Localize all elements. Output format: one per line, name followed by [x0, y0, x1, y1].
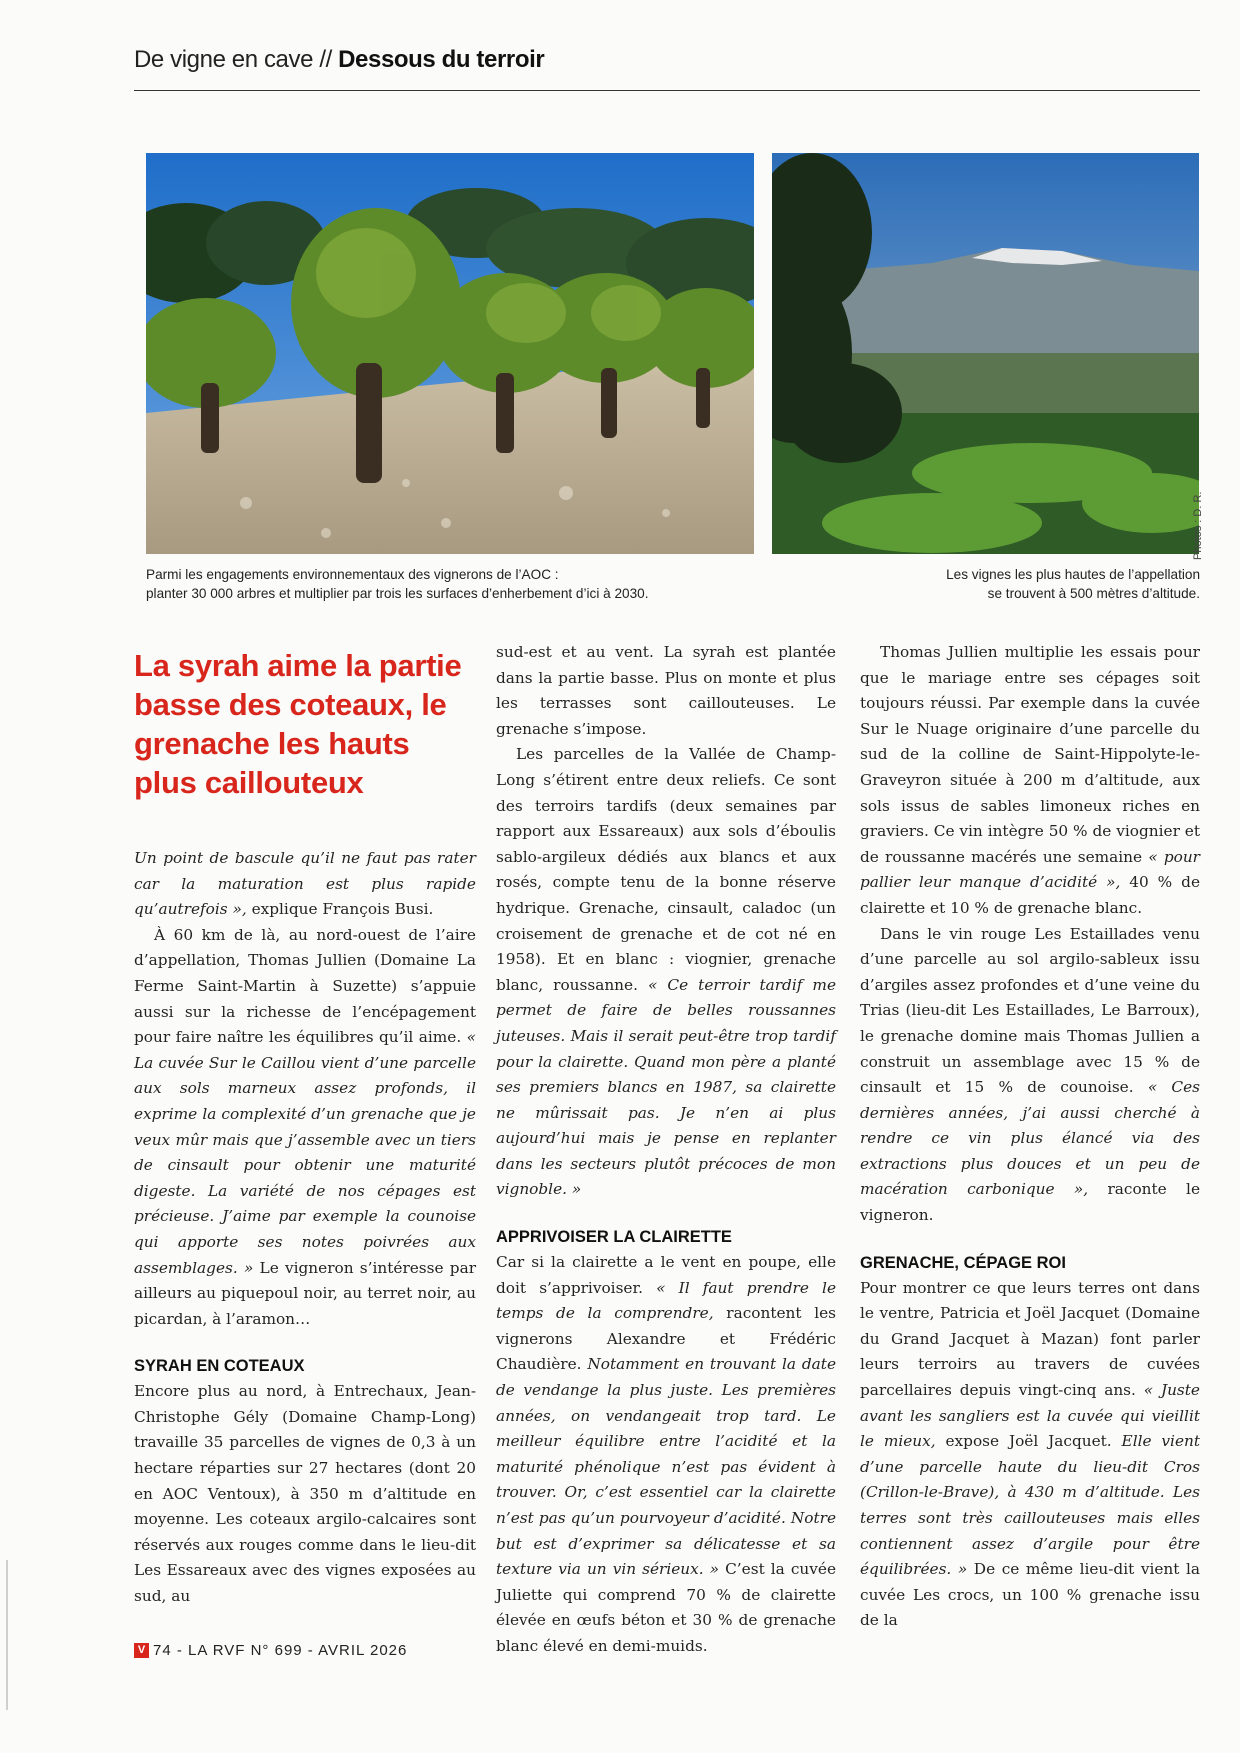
quote-text: « Il faut prendre le temps de la comprendre,	[496, 1278, 836, 1323]
quote-text: Notamment en trouvant la date de vendange la plus juste. Les premières années, on vendangeait trop tard. Le meilleur équilibre entre l’acidité et la maturité phénolique n’est pas évident à trouver. Or, c’est essentiel car la clairette n’est pas qu’un pourvoyeur d’acidité. Notre but est d’exprimer sa délicatesse et sa texture via un vin sérieux. »	[496, 1355, 837, 1579]
left-caption-line-1: Parmi les engagements environnementaux des vignerons de l’AOC :	[146, 567, 559, 582]
paragraph: Dans le vin rouge Les Estaillades venu d’une parcelle au sol argilo-sableux issu d’argiles assez profondes et d’une veine du Trias (lieu-dit Les Estaillades, Le Barroux), le grenache domine mais Thomas Jullien a construit un assemblage avec 15 % de cinsault et 15 % de counoise. « Ces dernières années, j’ai aussi cherché à rendre ce vin plus élancé via des extractions plus douces et un peu de macération carbonique », raconte le vigneron.	[860, 924, 1201, 1225]
magazine-logo-icon: V	[134, 1643, 149, 1658]
page-header	[134, 46, 1200, 91]
quote-text: « La cuvée Sur le Caillou vient d’une parcelle aux sols marneux assez profonds, il exprime la complexité d’un grenache que je veux mûr mais que j’assemble avec un tiers de cinsault pour obtenir une maturité digeste. La variété de nos cépages est précieuse. J’aime par exemple la counoise qui apporte ses notes poivrées aux assemblages. »	[134, 1028, 476, 1277]
right-photo-caption	[800, 565, 1200, 603]
subhead-grenache-cepage-roi: GRENACHE, CÉPAGE ROI	[860, 1253, 1066, 1272]
quote-text: « Ces dernières années, j’ai aussi cherché à rendre ce vin plus élancé via des extractions plus douces et un peu de macération carbonique »,	[860, 1078, 1200, 1199]
paragraph: À 60 km de là, au nord-ouest de l’aire d’appellation, Thomas Jullien (Domaine La Ferme Saint-Martin à Suzette) s’appuie aussi sur la richesse de l’encépagement pour faire naître les équilibres qu’il aime. « La cuvée Sur le Caillou vient d’une parcelle aux sols marneux assez profonds, il exprime la complexité d’un grenache que je veux mûr mais que j’assemble avec un tiers de cinsault pour obtenir une maturité digeste. La variété de nos cépages est précieuse. J’aime par exemple la counoise qui apporte ses notes poivrées aux assemblages. » Le vigneron s’intéresse par ailleurs au piquepoul noir, au terret noir, au picardan, à l’aramon…	[134, 925, 477, 1328]
quote-text: Elle vient d’une parcelle haute du lieu-dit Cros (Crillon-le-Brave), à 430 m d’altitude. Les terres sont très caillouteuses mais elles contiennent assez d’argile pour être équilibrées. »	[860, 1432, 1200, 1579]
paragraph: Encore plus au nord, à Entrechaux, Jean-Christophe Gély (Domaine Champ-Long) travaille 35 parcelles de vignes de 0,3 à un hectare réparties sur 27 hectares (dont 20 en AOC Ventoux), à 350 m d’altitude en moyenne. Les coteaux argilo-calcaires sont réservés aux rouges comme dans le lieu-dit Les Essareaux avec des vignes exposées au sud, au	[134, 1382, 476, 1606]
right-caption-line-1: Les vignes les plus hautes de l’appellation	[946, 567, 1200, 582]
paragraph: sud-est et au vent. La syrah est plantée dans la partie basse. Plus on monte et plus les terrasses sont caillouteuses. Le grenache s’impose.	[496, 643, 836, 738]
rubric-label: De vigne en cave //	[134, 46, 339, 73]
folio-text: 74 - LA RVF N° 699 - AVRIL 2026	[153, 1642, 408, 1659]
paragraph: Les parcelles de la Vallée de Champ-Long s’étirent entre deux reliefs. Ce sont des terroirs tardifs (deux semaines par rapport aux Essareaux) aux sols d’éboulis sablo-argileux dédiés aux blancs et aux rosés, compte tenu de la bonne réserve hydrique. Grenache, cinsault, caladoc (un croisement de grenache et de cot né en 1958). Et en blanc : viognier, grenache blanc, roussanne. « Ce terroir tardif me permet de faire de belles roussannes juteuses. Mais il serait peut-être trop tardif pour la clairette. Quand mon père a planté ses premiers blancs en 1987, sa clairette ne mûrissait pas. Je n’en ai plus aujourd’hui mais je pense en replanter dans les secteurs plutôt précoces de mon vignoble. »	[496, 745, 836, 1199]
page-footer	[134, 1642, 407, 1659]
section-title: Dessous du terroir	[338, 46, 545, 73]
paragraph: Thomas Jullien multiplie les essais pour que le mariage entre ses cépages soit toujours réussi. Par exemple dans la cuvée Sur le Nuage originaire d’une parcelle du sud de la colline de Saint-Hippolyte-le-Graveyron située à 200 m d’altitude, aux sols issus de sables limoneux riches en graviers. Ce vin intègre 50 % de viognier et de roussanne macérés une semaine « pour pallier leur manque d’acidité », 40 % de clairette et 10 % de grenache blanc.	[860, 643, 1201, 917]
subhead-syrah-en-coteaux: SYRAH EN COTEAUX	[134, 1357, 305, 1376]
right-caption-line-2: se trouvent à 500 mètres d’altitude.	[987, 586, 1200, 601]
quote-text: « Ce terroir tardif me permet de faire de belles roussannes juteuses. Mais il serait peut-être trop tardif pour la clairette. Quand mon père a planté ses premiers blancs en 1987, sa clairette ne mûrissait pas. Je n’en ai plus aujourd’hui mais je pense en replanter dans les secteurs plutôt précoces de mon vignoble. »	[496, 975, 836, 1199]
left-caption-line-2: planter 30 000 arbres et multiplier par trois les surfaces d’enherbement d’ici à 2030.	[146, 586, 649, 601]
left-photo-caption	[146, 565, 766, 603]
paragraph: Un point de bascule qu’il ne faut pas rater car la maturation est plus rapide qu’autrefois », explique François Busi.	[134, 849, 476, 919]
paragraph: Pour montrer ce que leurs terres ont dans le ventre, Patricia et Joël Jacquet (Domaine du Grand Jacquet à Mazan) font parler leurs terroirs au travers de cuvées parcellaires depuis vingt-cinq ans. « Juste avant les sangliers est la cuvée qui vieillit le mieux, expose Joël Jacquet. Elle vient d’une parcelle haute du lieu-dit Cros (Crillon-le-Brave), à 430 m d’altitude. Les terres sont très caillouteuses mais elles contiennent assez d’argile pour être équilibrées. » De ce même lieu-dit vient la cuvée Les crocs, un 100 % grenache issu de la	[860, 1278, 1200, 1630]
subhead-apprivoiser-la-clairette: APPRIVOISER LA CLAIRETTE	[496, 1228, 732, 1247]
article-column-2	[496, 640, 836, 1660]
quote-text: Un point de bascule qu’il ne faut pas rater car la maturation est plus rapide qu’autrefois »,	[134, 849, 476, 919]
quote-text: « pour pallier leur manque d’acidité »,	[860, 847, 1200, 892]
mountain-landscape-photo	[772, 153, 1199, 554]
scan-edge-mark	[6, 1560, 8, 1710]
quote-text: « Juste avant les sangliers est la cuvée qui vieillit le mieux,	[860, 1381, 1200, 1451]
article-column-3	[860, 640, 1200, 1634]
article-column-1	[134, 640, 476, 1610]
paragraph: Car si la clairette a le vent en poupe, elle doit s’apprivoiser. « Il faut prendre le temps de la comprendre, racontent les vignerons Alexandre et Frédéric Chaudière. Notamment en trouvant la date de vendange la plus juste. Les premières années, on vendangeait trop tard. Le meilleur équilibre entre l’acidité et la maturité phénolique n’est pas évident à trouver. Or, c’est essentiel car la clairette n’est pas qu’un pourvoyeur d’acidité. Notre but est d’exprimer sa délicatesse et sa texture via un vin sérieux. » C’est la cuvée Juliette qui comprend 70 % de clairette élevée en œufs béton et 30 % de grenache blanc élevé en demi-muids.	[496, 1253, 837, 1655]
photo-credit: Photos : D. R.	[1192, 491, 1204, 560]
vineyard-photo	[146, 153, 754, 554]
article-headline: La syrah aime la partie basse des coteaux, le grenache les hauts plus caillouteux	[134, 648, 462, 800]
